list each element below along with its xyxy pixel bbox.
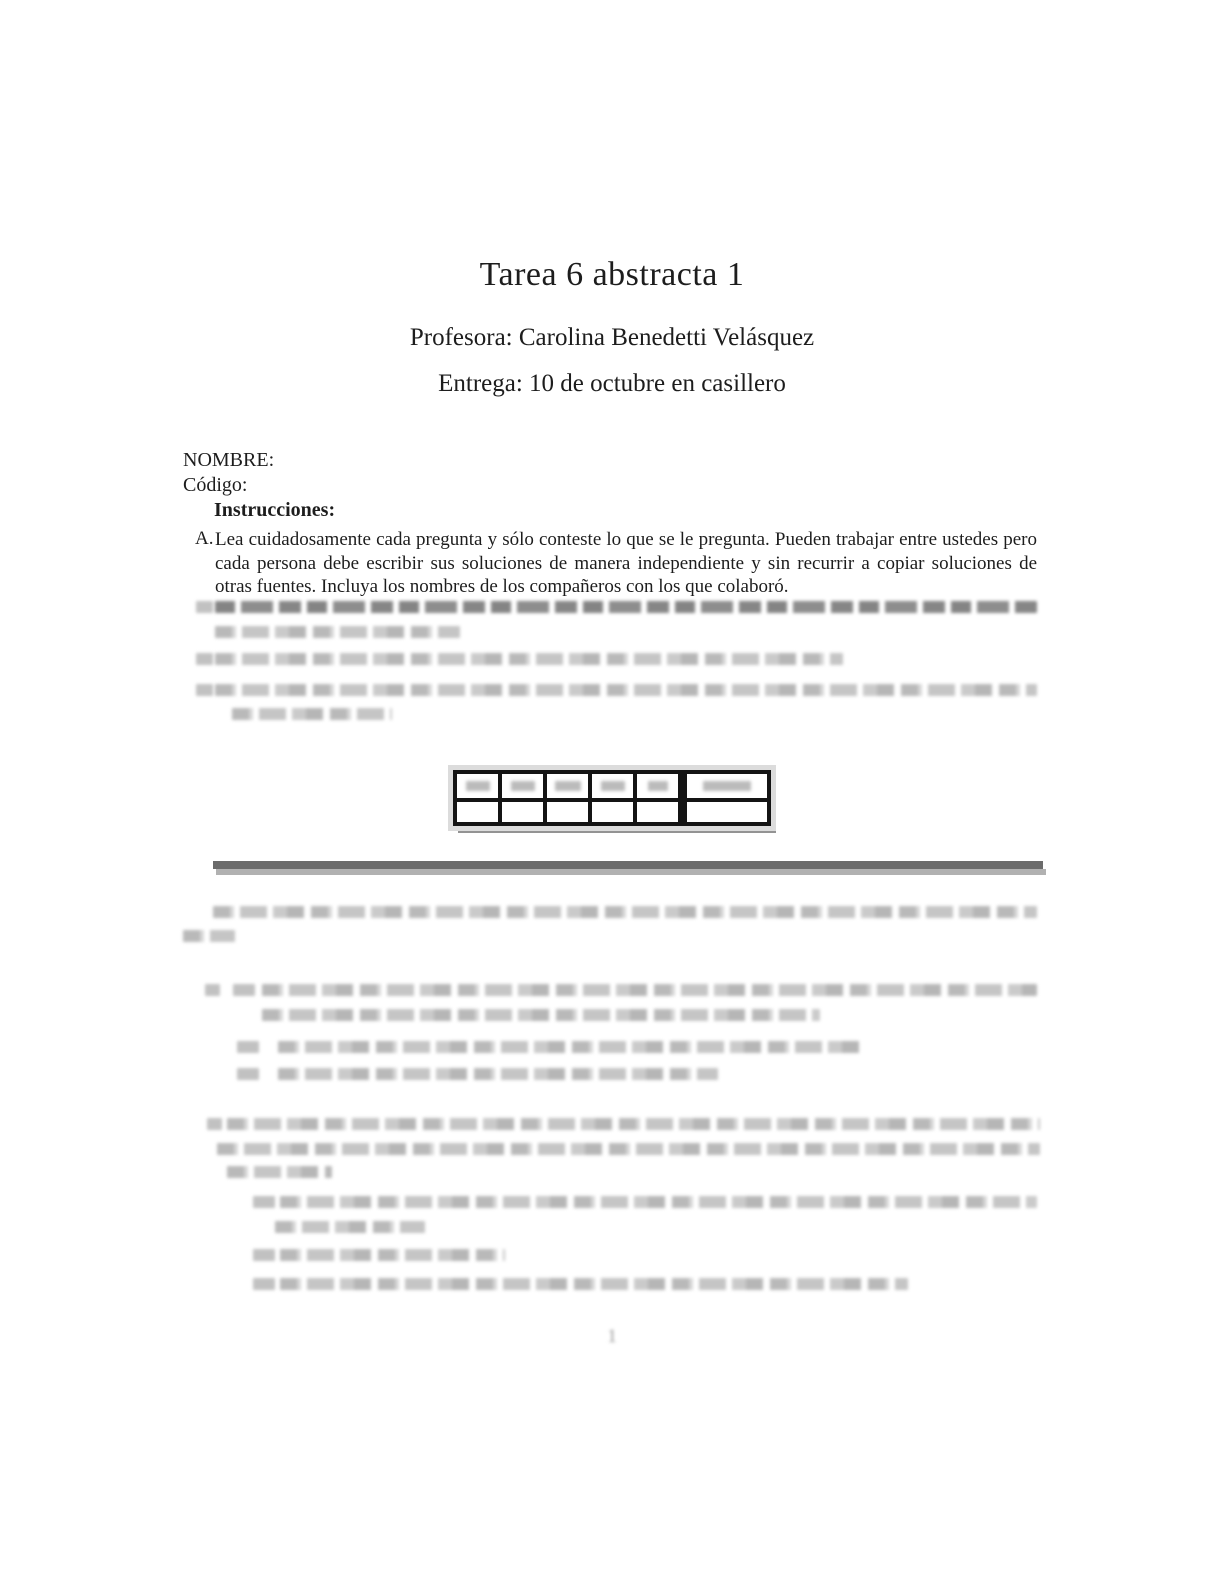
due-date-line: Entrega: 10 de octubre en casillero	[438, 370, 786, 397]
illegible-text-line	[213, 906, 1037, 918]
illegible-item-label	[237, 1041, 259, 1053]
illegible-item-label	[196, 684, 213, 696]
illegible-header-text	[703, 781, 751, 791]
illegible-text-line	[280, 1249, 505, 1261]
illegible-item-label	[253, 1249, 275, 1261]
illegible-text-line	[215, 684, 1037, 696]
illegible-text-line	[217, 1143, 1040, 1155]
grading-table-empty-cell	[545, 800, 590, 824]
grading-table-header-cell	[635, 772, 683, 800]
illegible-text-line	[278, 1068, 718, 1080]
document-title: Tarea 6 abstracta 1	[479, 256, 745, 293]
grading-table-empty-cell	[455, 800, 500, 824]
illegible-text-line	[280, 1278, 908, 1290]
illegible-header-text	[601, 781, 625, 791]
illegible-text-line	[227, 1166, 332, 1178]
illegible-item-label	[205, 984, 220, 996]
grading-table-header-cell	[683, 772, 770, 800]
grading-table-header-cell	[545, 772, 590, 800]
illegible-item-label	[237, 1068, 259, 1080]
instruction-item-a-text: Lea cuidadosamente cada pregunta y sólo conteste lo que se le pregunta. Pueden trabajar entre ustedes pero cada persona debe escribir sus soluciones de manera independiente y sin recurrir a copiar soluciones de otras fuentes. Incluya los nombres de los compañeros con los que colaboró.	[215, 529, 1037, 598]
illegible-item-label	[253, 1278, 275, 1290]
instruction-item-a-label: A.	[195, 528, 214, 549]
illegible-text-line	[262, 984, 1037, 996]
separator-rule-shadow	[216, 869, 1046, 875]
code-field-label: Código:	[183, 474, 248, 496]
illegible-item-label	[196, 601, 213, 613]
grading-table-empty-cell	[683, 800, 770, 824]
illegible-text-line	[227, 1118, 1040, 1130]
separator-rule	[213, 861, 1043, 869]
grading-table-header-cell	[500, 772, 545, 800]
name-field-label: NOMBRE:	[183, 449, 275, 471]
illegible-item-label	[196, 653, 213, 665]
illegible-item-label	[207, 1118, 222, 1130]
illegible-text-line	[262, 1009, 820, 1021]
illegible-header-text	[466, 781, 490, 791]
grading-table-header-cell	[590, 772, 635, 800]
grading-table-empty-cell	[635, 800, 683, 824]
grading-table-empty-cell	[500, 800, 545, 824]
page-number: 1	[607, 1326, 617, 1347]
illegible-text-line	[215, 626, 460, 638]
illegible-text-line	[275, 1221, 425, 1233]
illegible-header-text	[648, 781, 668, 791]
illegible-text-line	[280, 1196, 1037, 1208]
illegible-text-line	[215, 653, 843, 665]
grading-table-header-cell	[455, 772, 500, 800]
illegible-header-text	[511, 781, 535, 791]
illegible-text-line	[232, 708, 392, 720]
illegible-header-text	[555, 781, 581, 791]
illegible-text-line	[183, 930, 235, 942]
grading-table-empty-cell	[590, 800, 635, 824]
illegible-text-line	[278, 1041, 862, 1053]
illegible-text-line	[215, 601, 1037, 613]
illegible-item-label	[253, 1196, 275, 1208]
illegible-item-label	[233, 984, 255, 996]
professor-line: Profesora: Carolina Benedetti Velásquez	[409, 324, 815, 351]
grading-table	[453, 770, 771, 826]
instructions-heading: Instrucciones:	[214, 499, 336, 521]
